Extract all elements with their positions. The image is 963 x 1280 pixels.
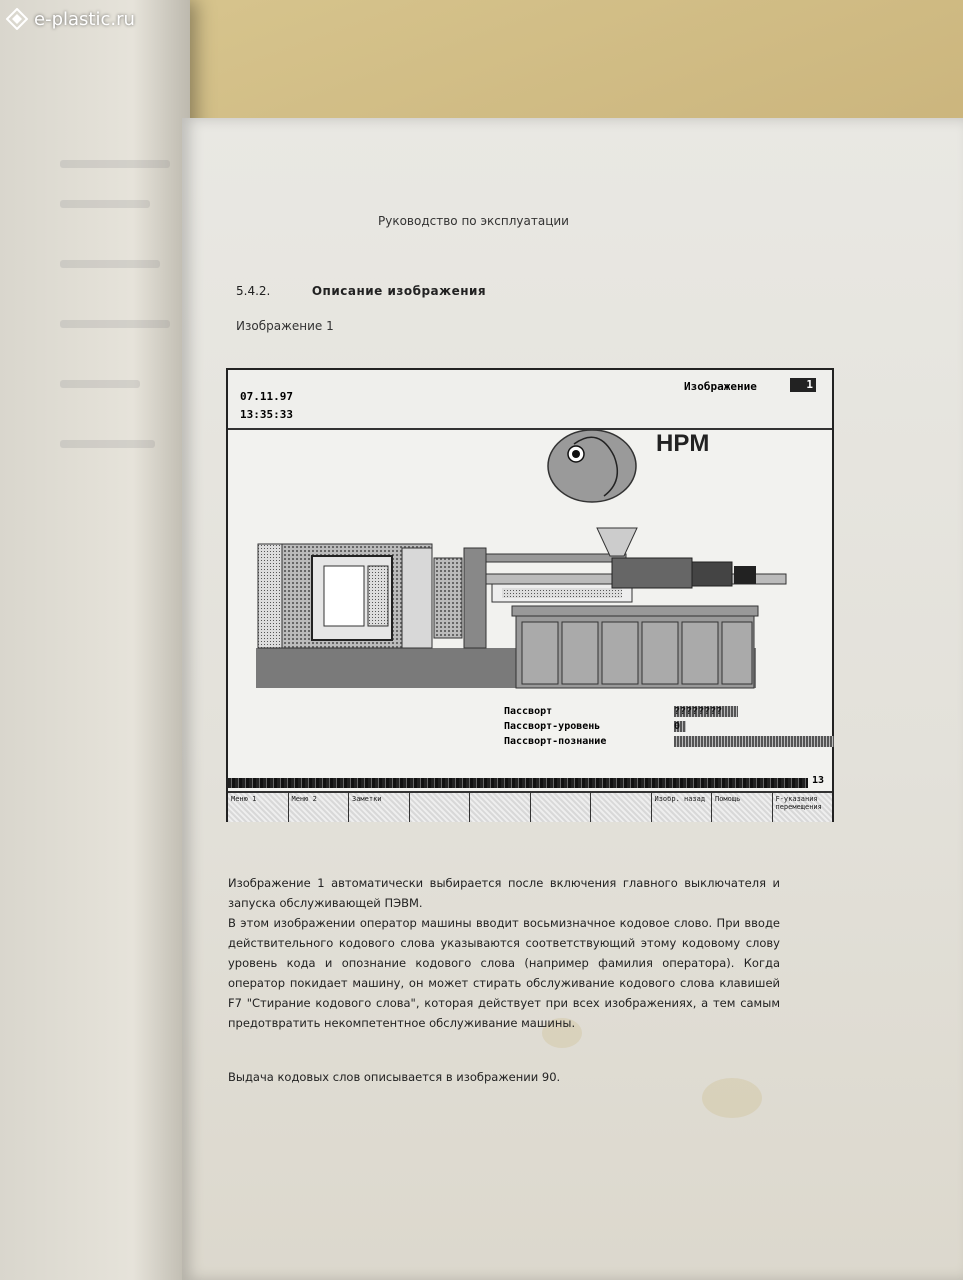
fkey-1[interactable]: Меню 1: [228, 793, 289, 822]
brand-label: HPM: [656, 430, 710, 457]
password-level-row: [504, 719, 834, 734]
paragraph-1: Изображение 1 автоматически выбирается после включения главного выключателя и запуска обслуживающей ПЭВМ.: [228, 876, 780, 910]
watermark-text: e-plastic.ru: [34, 8, 135, 30]
fkey-7[interactable]: [591, 793, 652, 822]
section-title: Описание изображения: [311, 284, 487, 298]
password-ident-field: [674, 736, 834, 747]
fkey-2[interactable]: Меню 2: [289, 793, 350, 822]
section-number: 5.4.2.: [236, 284, 271, 298]
screen-title: Изображение: [684, 380, 757, 393]
ghost-text-line: [60, 320, 170, 328]
body-text: [228, 873, 780, 1033]
watermark-logo-icon: [6, 8, 28, 30]
paper-stain: [702, 1078, 762, 1118]
fkey-5[interactable]: [470, 793, 531, 822]
fkey-3[interactable]: Заметки: [349, 793, 410, 822]
function-key-bar: [228, 791, 832, 822]
status-number: 13: [812, 775, 825, 786]
screen-number: 1: [790, 378, 816, 392]
hpm-globe-logo-icon: [544, 426, 644, 506]
status-track: [228, 778, 808, 788]
screen-figure: [226, 368, 834, 822]
password-level-field: 0: [674, 721, 686, 732]
password-level-label: Пассворт-уровень: [504, 721, 601, 732]
password-form: [504, 704, 834, 749]
running-head: Руководство по эксплуатации: [378, 214, 569, 228]
screen-time: 13:35:33: [240, 408, 293, 421]
password-row: [504, 704, 834, 719]
password-label: Пассворт: [504, 706, 553, 717]
password-ident-label: Пассворт-познание: [504, 736, 607, 747]
ghost-text-line: [60, 380, 140, 388]
ghost-text-line: [60, 440, 155, 448]
fkey-4[interactable]: [410, 793, 471, 822]
ghost-text-line: [60, 160, 170, 168]
ghost-text-line: [60, 260, 160, 268]
section-heading: [236, 284, 486, 298]
password-field[interactable]: ????????: [674, 706, 738, 717]
ghost-text-line: [60, 200, 150, 208]
fkey-6[interactable]: [531, 793, 592, 822]
fkey-8[interactable]: Изобр. назад: [652, 793, 713, 822]
left-page: [0, 0, 190, 1280]
password-ident-row: [504, 734, 834, 749]
injection-machine-diagram: [252, 518, 812, 693]
watermark: [6, 8, 135, 30]
footer-line: Выдача кодовых слов описывается в изображении 90.: [228, 1070, 561, 1084]
fkey-9[interactable]: Помощь: [712, 793, 773, 822]
screen-header: [228, 370, 832, 430]
figure-caption: Изображение 1: [236, 319, 334, 333]
screen-date: 07.11.97: [240, 390, 293, 403]
fkey-10[interactable]: F-указания перемещения: [773, 793, 833, 822]
status-bar: [228, 775, 832, 791]
paragraph-2: В этом изображении оператор машины вводит восьмизначное кодовое слово. При вводе действительного кодового слова указываются соответствующий этому кодовому слову уровень кода и опознание кодового слова (например фамилия оператора). Когда оператор покидает машину, он может стирать обслуживание кодового слова клавишей F7 "Стирание кодового слова", которая действует при всех изображениях, а тем самым предотвратить некомпетентное обслуживание машины.: [228, 916, 780, 1030]
